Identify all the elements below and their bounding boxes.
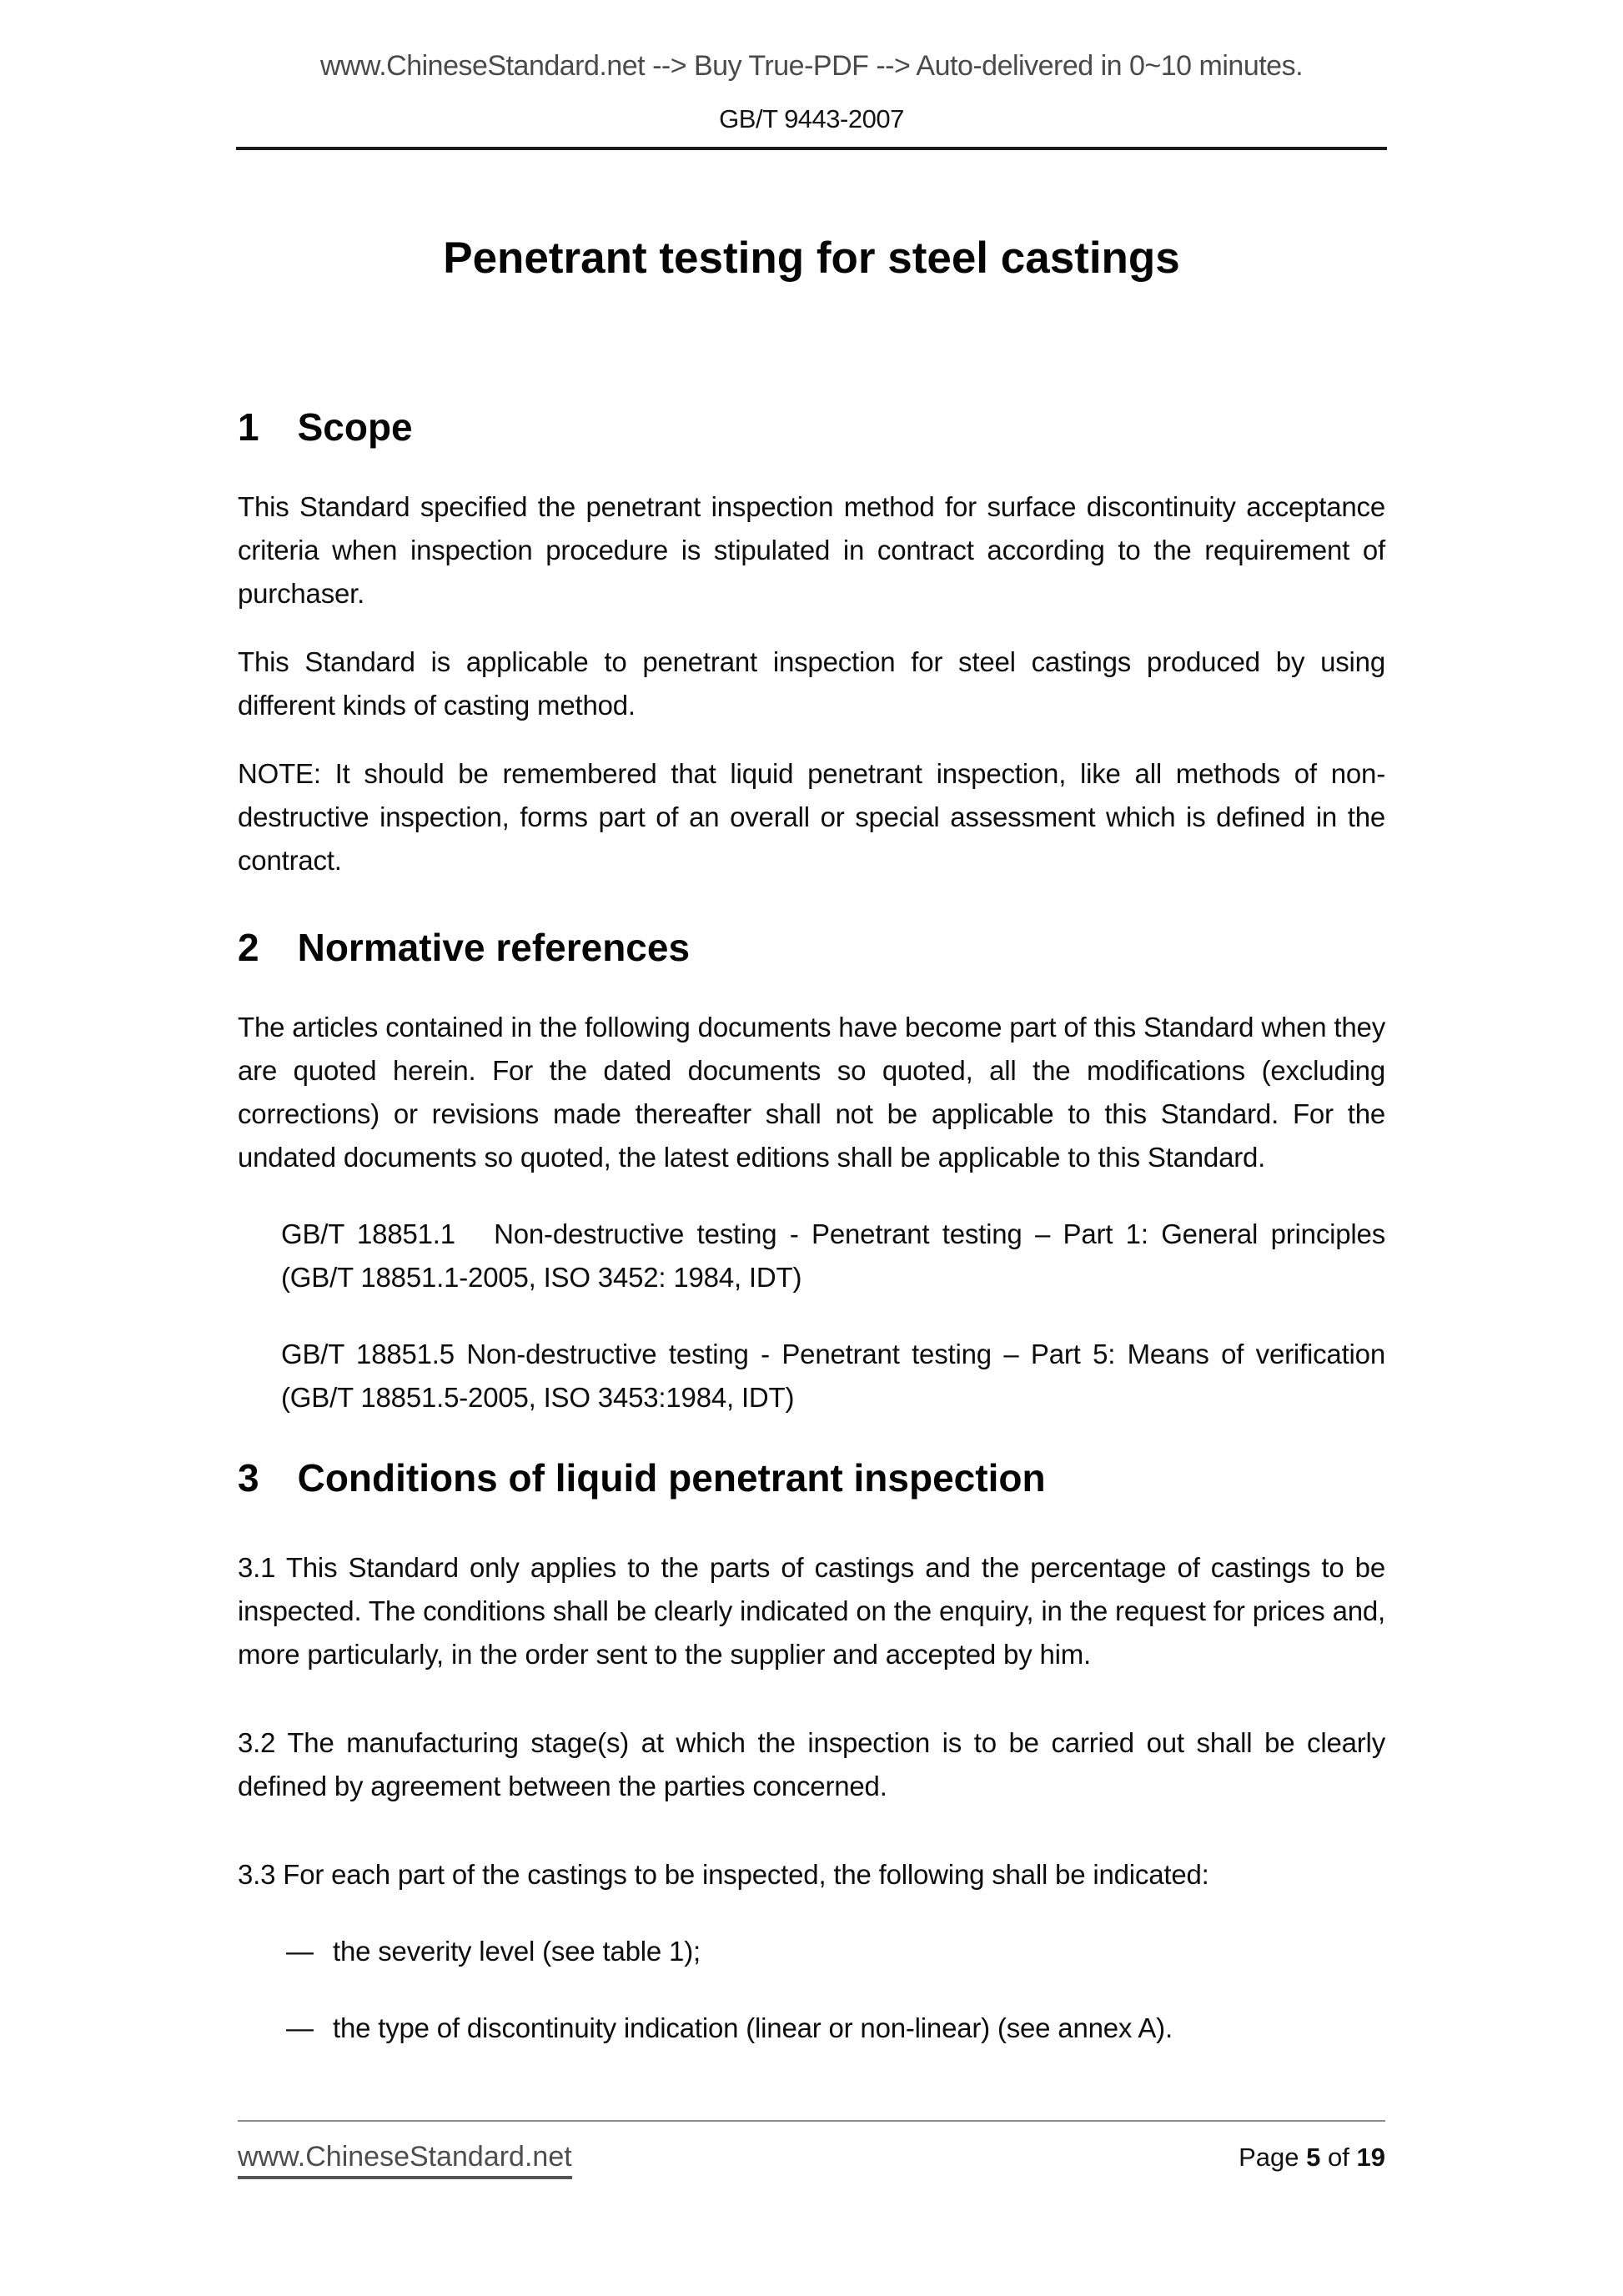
list-item-discontinuity-type (286, 2007, 1385, 2050)
of-label: of (1328, 2143, 1349, 2172)
page-number (1239, 2141, 1385, 2174)
reference-entry-2: GB/T 18851.5 Non-destructive testing - Penetrant testing – Part 5: Means of verification (GB/T 18851.5-2005, ISO 3453:1984, IDT) (281, 1339, 1385, 1413)
section-2-title: Normative references (297, 926, 691, 969)
standard-code: GB/T 9443-2007 (719, 104, 904, 133)
section-3-heading (238, 1454, 1385, 1501)
section-2-number: 2 (238, 926, 259, 969)
page-footer (238, 2120, 1385, 2179)
page-total: 19 (1356, 2143, 1385, 2172)
footer-rule (238, 2120, 1385, 2122)
section-1-number: 1 (238, 405, 259, 449)
document-body (238, 232, 1385, 2050)
section-1-title: Scope (297, 405, 413, 449)
section-3-number: 3 (238, 1456, 259, 1500)
normative-references-paragraph: The articles contained in the following documents have become part of this Standard when they are quoted herein. For the dated documents so quoted, all the modifications (excluding corrections) or revisions made thereafter shall not be applicable to this Standard. For the undated documents so quoted, the latest editions shall be applicable to this Standard. (238, 1012, 1385, 1173)
scope-paragraph-1: This Standard specified the penetrant inspection method for surface discontinuity acceptance criteria when inspection procedure is stipulated in contract according to the requirement of purchaser. (238, 491, 1385, 609)
section-3-title: Conditions of liquid penetrant inspection (297, 1456, 1046, 1500)
footer-site-link[interactable]: www.ChineseStandard.net (238, 2140, 572, 2179)
dash-bullet: — (286, 1936, 314, 1967)
list-item-text: the type of discontinuity indication (linear or non-linear) (see annex A). (333, 2012, 1173, 2043)
dash-bullet: — (286, 2012, 314, 2043)
clause-3-3-paragraph: 3.3 For each part of the castings to be inspected, the following shall be indicated: (238, 1859, 1209, 1890)
clause-3-2-paragraph: 3.2 The manufacturing stage(s) at which the inspection is to be carried out shall be clearly defined by agreement between the parties concerned. (238, 1727, 1385, 1801)
scope-note-paragraph: NOTE: It should be remembered that liquid penetrant inspection, like all methods of non-destructive inspection, forms part of an overall or special assessment which is defined in the contract. (238, 758, 1385, 876)
scope-paragraph-2: This Standard is applicable to penetrant inspection for steel castings produced by using different kinds of casting method. (238, 646, 1385, 721)
page-header (0, 48, 1623, 150)
header-rule (236, 147, 1387, 150)
reference-entry-1: GB/T 18851.1 Non-destructive testing - Penetrant testing – Part 1: General principles (GB/T 18851.1-2005, ISO 3452: 1984, IDT) (281, 1218, 1385, 1293)
list-item-text: the severity level (see table 1); (333, 1936, 701, 1967)
footer-row (238, 2140, 1385, 2179)
page-current: 5 (1306, 2143, 1321, 2172)
clause-3-1-paragraph: 3.1 This Standard only applies to the parts of castings and the percentage of castings to be inspected. The conditions shall be clearly indicated on the enquiry, in the request for prices and, more particularly, in the order sent to the supplier and accepted by him. (238, 1552, 1385, 1670)
header-banner-text: www.ChineseStandard.net --> Buy True-PDF --> Auto-delivered in 0~10 minutes. (319, 50, 1304, 82)
list-item-severity-level (286, 1930, 1385, 1973)
document-title: Penetrant testing for steel castings (443, 234, 1180, 283)
section-2-heading (238, 924, 1385, 971)
page-label: Page (1239, 2143, 1299, 2172)
section-1-heading (238, 404, 1385, 450)
